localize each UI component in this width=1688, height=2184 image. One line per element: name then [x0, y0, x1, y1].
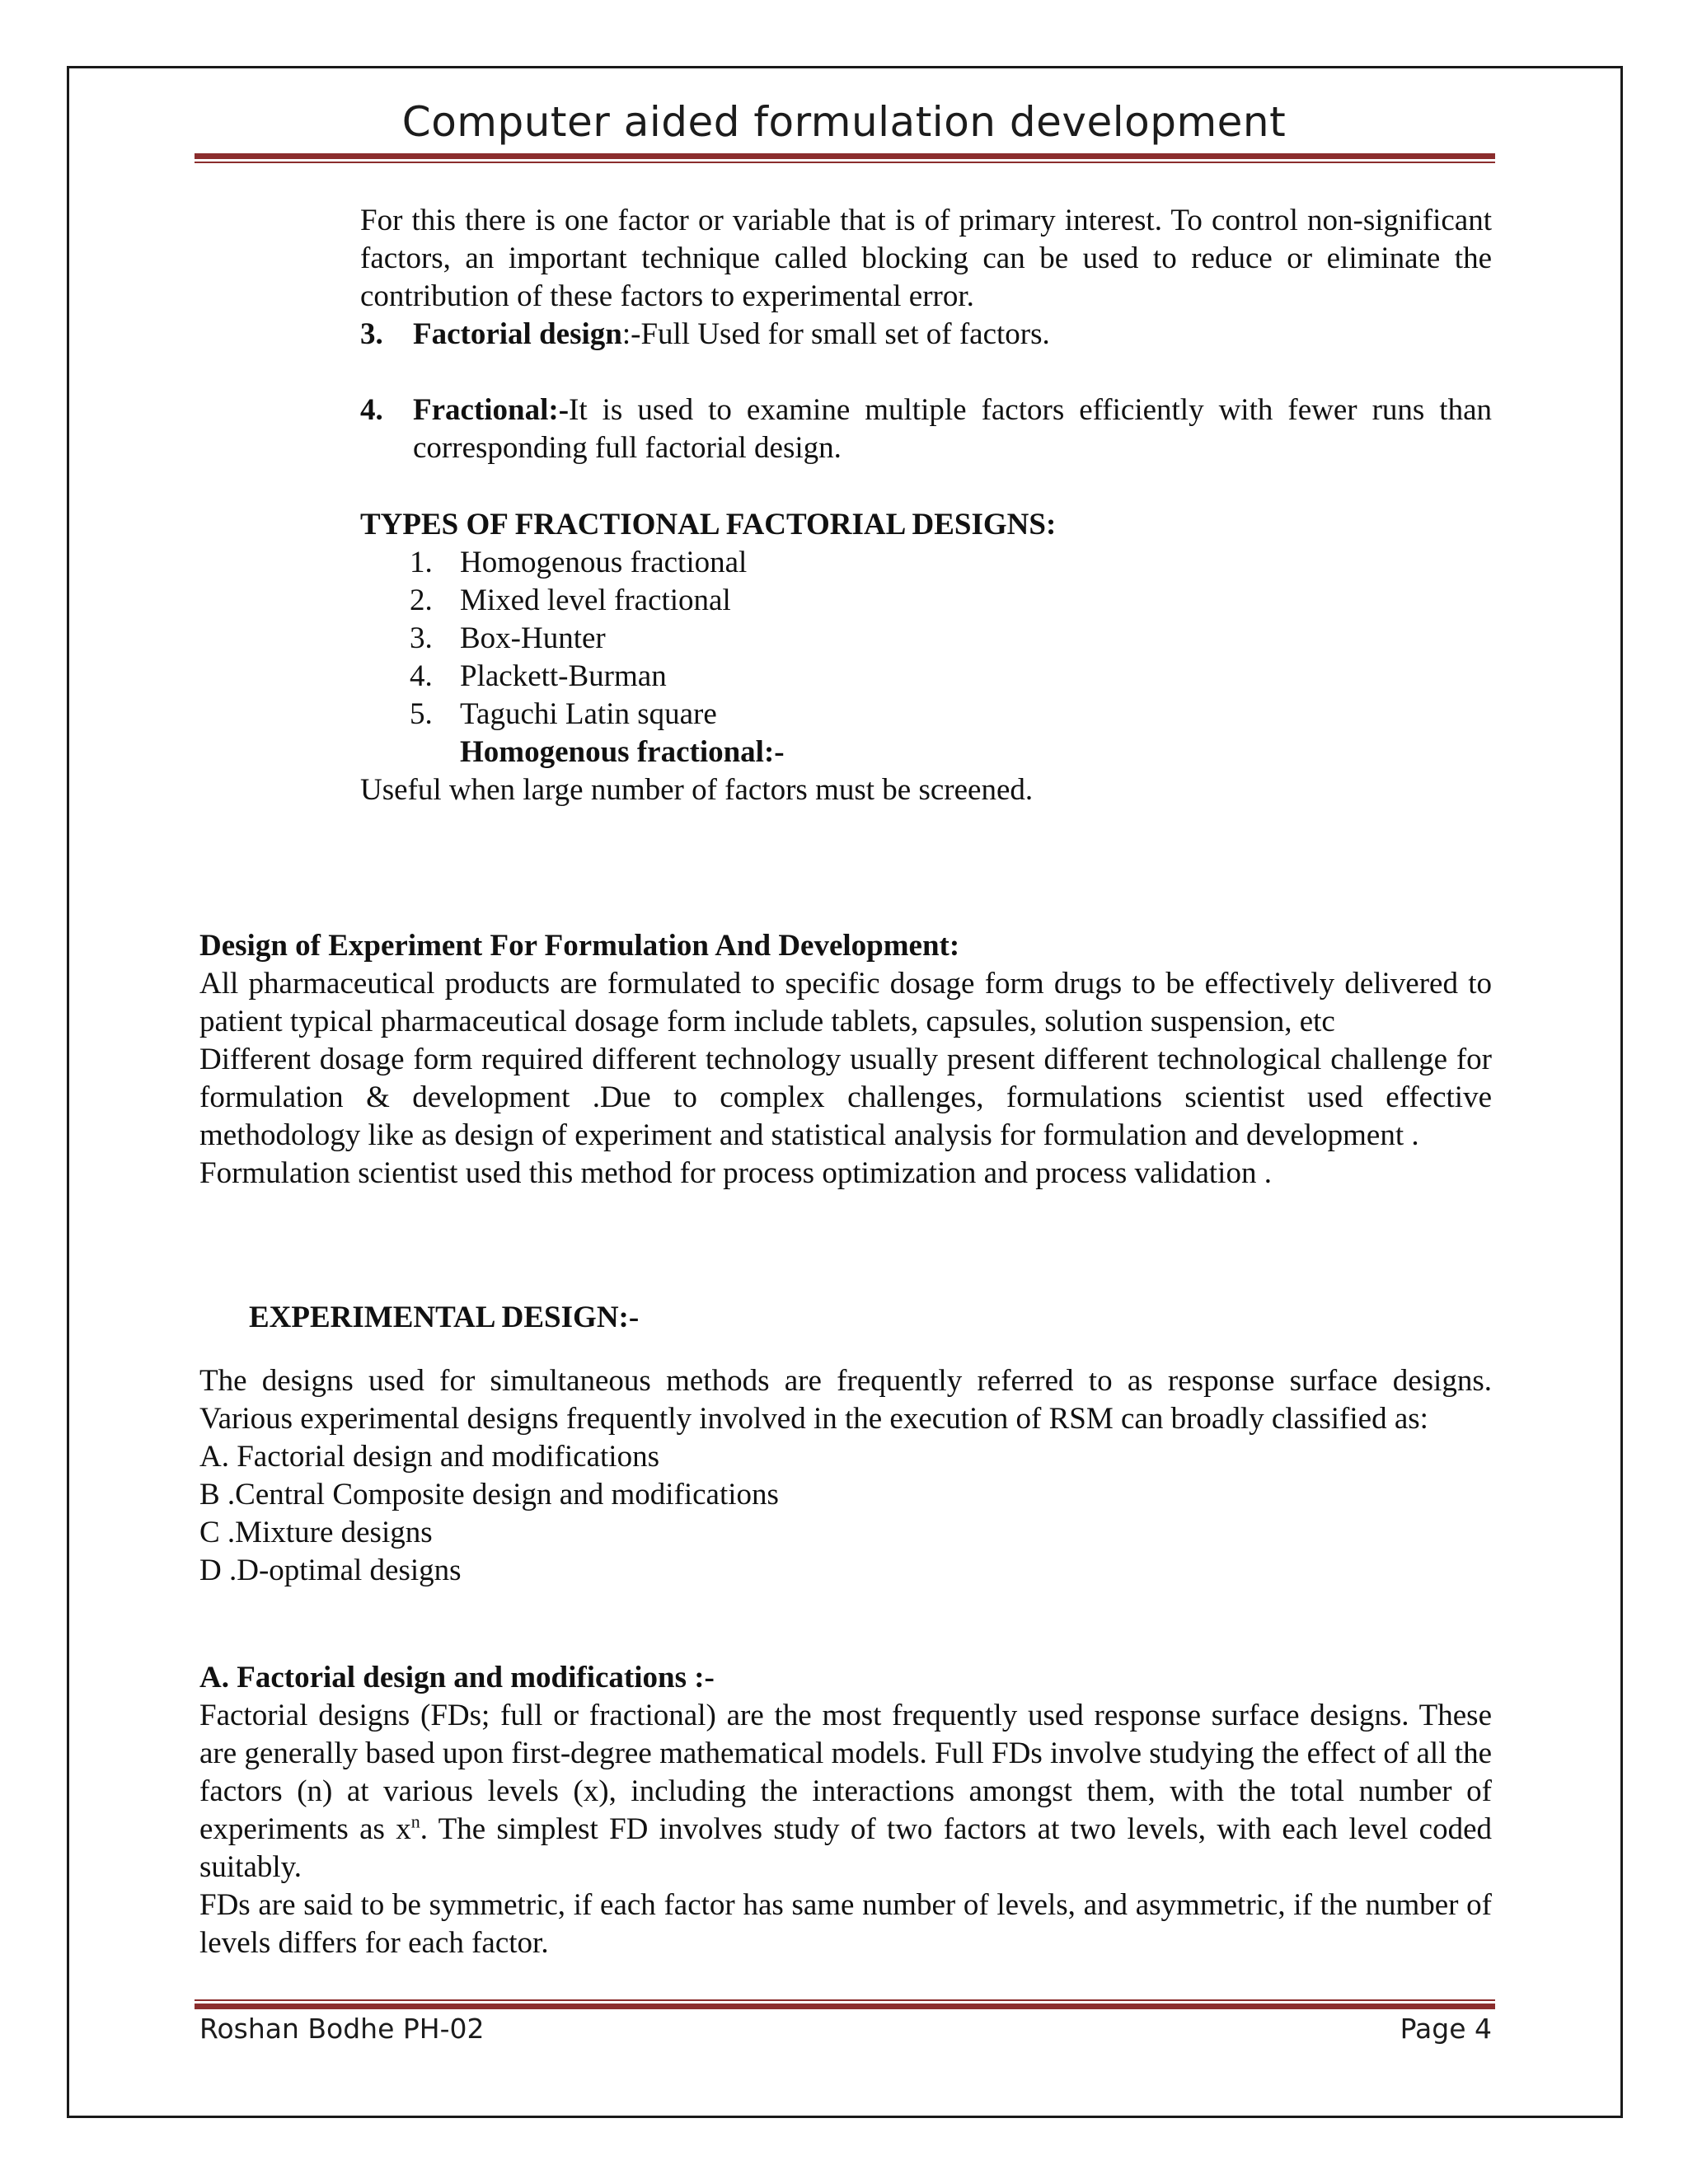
homogenous-heading-line [410, 733, 1481, 771]
doe-paragraph-2: Different dosage form required different technology usually present different technological challenge for formulation & development .Due to complex challenges, formulations scientist used effective methodology like as design of experiment and statistical analysis for formulation and development . [199, 1043, 1492, 1152]
intro-paragraph: For this there is one factor or variable that is of primary interest. To control non-significant factors, an important technique called blocking can be used to reduce or eliminate the contribution of these factors to experimental error. [360, 204, 1492, 313]
doe-section [199, 965, 1492, 1193]
list-item-num: 1. [410, 546, 433, 579]
homogenous-suffix: :- [763, 735, 785, 769]
list-item: B .Central Composite design and modifications [199, 1478, 779, 1511]
list-item: A. Factorial design and modifications [199, 1440, 659, 1474]
experimental-heading: EXPERIMENTAL DESIGN:- [249, 1301, 640, 1334]
list-item-label: Box-Hunter [460, 621, 606, 655]
experimental-section [199, 1362, 1492, 1590]
list-item-label: Taguchi Latin square [460, 697, 717, 731]
item-4 [413, 391, 1492, 467]
list-item [410, 658, 1481, 696]
list-item-num: 3. [410, 621, 433, 655]
experimental-list [199, 1438, 1492, 1590]
item-4-number [360, 391, 410, 429]
footer-rule [195, 1999, 1495, 2009]
item-3-bold: Factorial design [413, 317, 622, 351]
list-item-label: Homogenous fractional [460, 546, 748, 579]
page-title: Computer aided formulation development [401, 98, 1287, 146]
homogenous-text: Useful when large number of factors must be screened. [360, 773, 1034, 807]
list-item-num: 4. [410, 659, 433, 693]
item-4-bold: Fractional:- [413, 393, 570, 427]
doe-heading: Design of Experiment For Formulation And Development: [199, 929, 960, 963]
list-item-num: 2. [410, 583, 433, 617]
item-3-number [360, 316, 410, 354]
header-rule [195, 153, 1495, 163]
types-list [410, 544, 1481, 771]
experimental-paragraph: The designs used for simultaneous methods are frequently referred to as response surface designs. Various experimental designs frequently involved in the execution of RSM can broadly classified as: [199, 1364, 1492, 1436]
doe-paragraph-1: All pharmaceutical products are formulated to specific dosage form drugs to be effectively delivered to patient typical pharmaceutical dosage form include tablets, capsules, solution suspension, etc [199, 967, 1492, 1038]
superscript-n: n [410, 1811, 420, 1832]
factorial-section [199, 1697, 1492, 1962]
list-item: D .D-optimal designs [199, 1554, 462, 1587]
list-item [410, 582, 1481, 620]
factorial-heading: A. Factorial design and modifications :- [199, 1661, 715, 1694]
item-4-num: 4. [360, 393, 383, 427]
homogenous-heading: Homogenous fractional [460, 735, 764, 769]
item-4-text: It is used to examine multiple factors efficiently with fewer runs than corresponding full factorial design. [413, 393, 1492, 465]
list-item-label: Plackett-Burman [460, 659, 667, 693]
item-3 [413, 316, 1492, 354]
footer-author: Roshan Bodhe PH-02 [199, 2013, 485, 2045]
list-item-label: Mixed level fractional [460, 583, 731, 617]
item-3-text: :-Full Used for small set of factors. [621, 317, 1050, 351]
list-item: C .Mixture designs [199, 1516, 433, 1549]
list-item [410, 620, 1481, 658]
page-number: Page 4 [1400, 2013, 1492, 2045]
list-item-num: 5. [410, 697, 433, 731]
doe-paragraph-3: Formulation scientist used this method for process optimization and process validation . [199, 1156, 1272, 1190]
factorial-paragraph-1: Factorial designs (FDs; full or fractional) are the most frequently used response surface designs. These are generally based upon first-degree mathematical models. Full FDs involve studying the effect of all the factors (n) at various levels (x), including the interactions amongst them, with the total number of experiments as $x^n$. The simplest FD involves study of two factors at two levels, with each level coded suitably. [199, 1699, 1493, 1884]
list-item [410, 544, 1481, 582]
list-item [410, 696, 1481, 733]
types-heading: TYPES OF FRACTIONAL FACTORIAL DESIGNS: [360, 508, 1057, 541]
item-3-num: 3. [360, 317, 383, 351]
factorial-paragraph-2: FDs are said to be symmetric, if each factor has same number of levels, and asymmetric, if the number of levels differs for each factor. [199, 1888, 1492, 1960]
